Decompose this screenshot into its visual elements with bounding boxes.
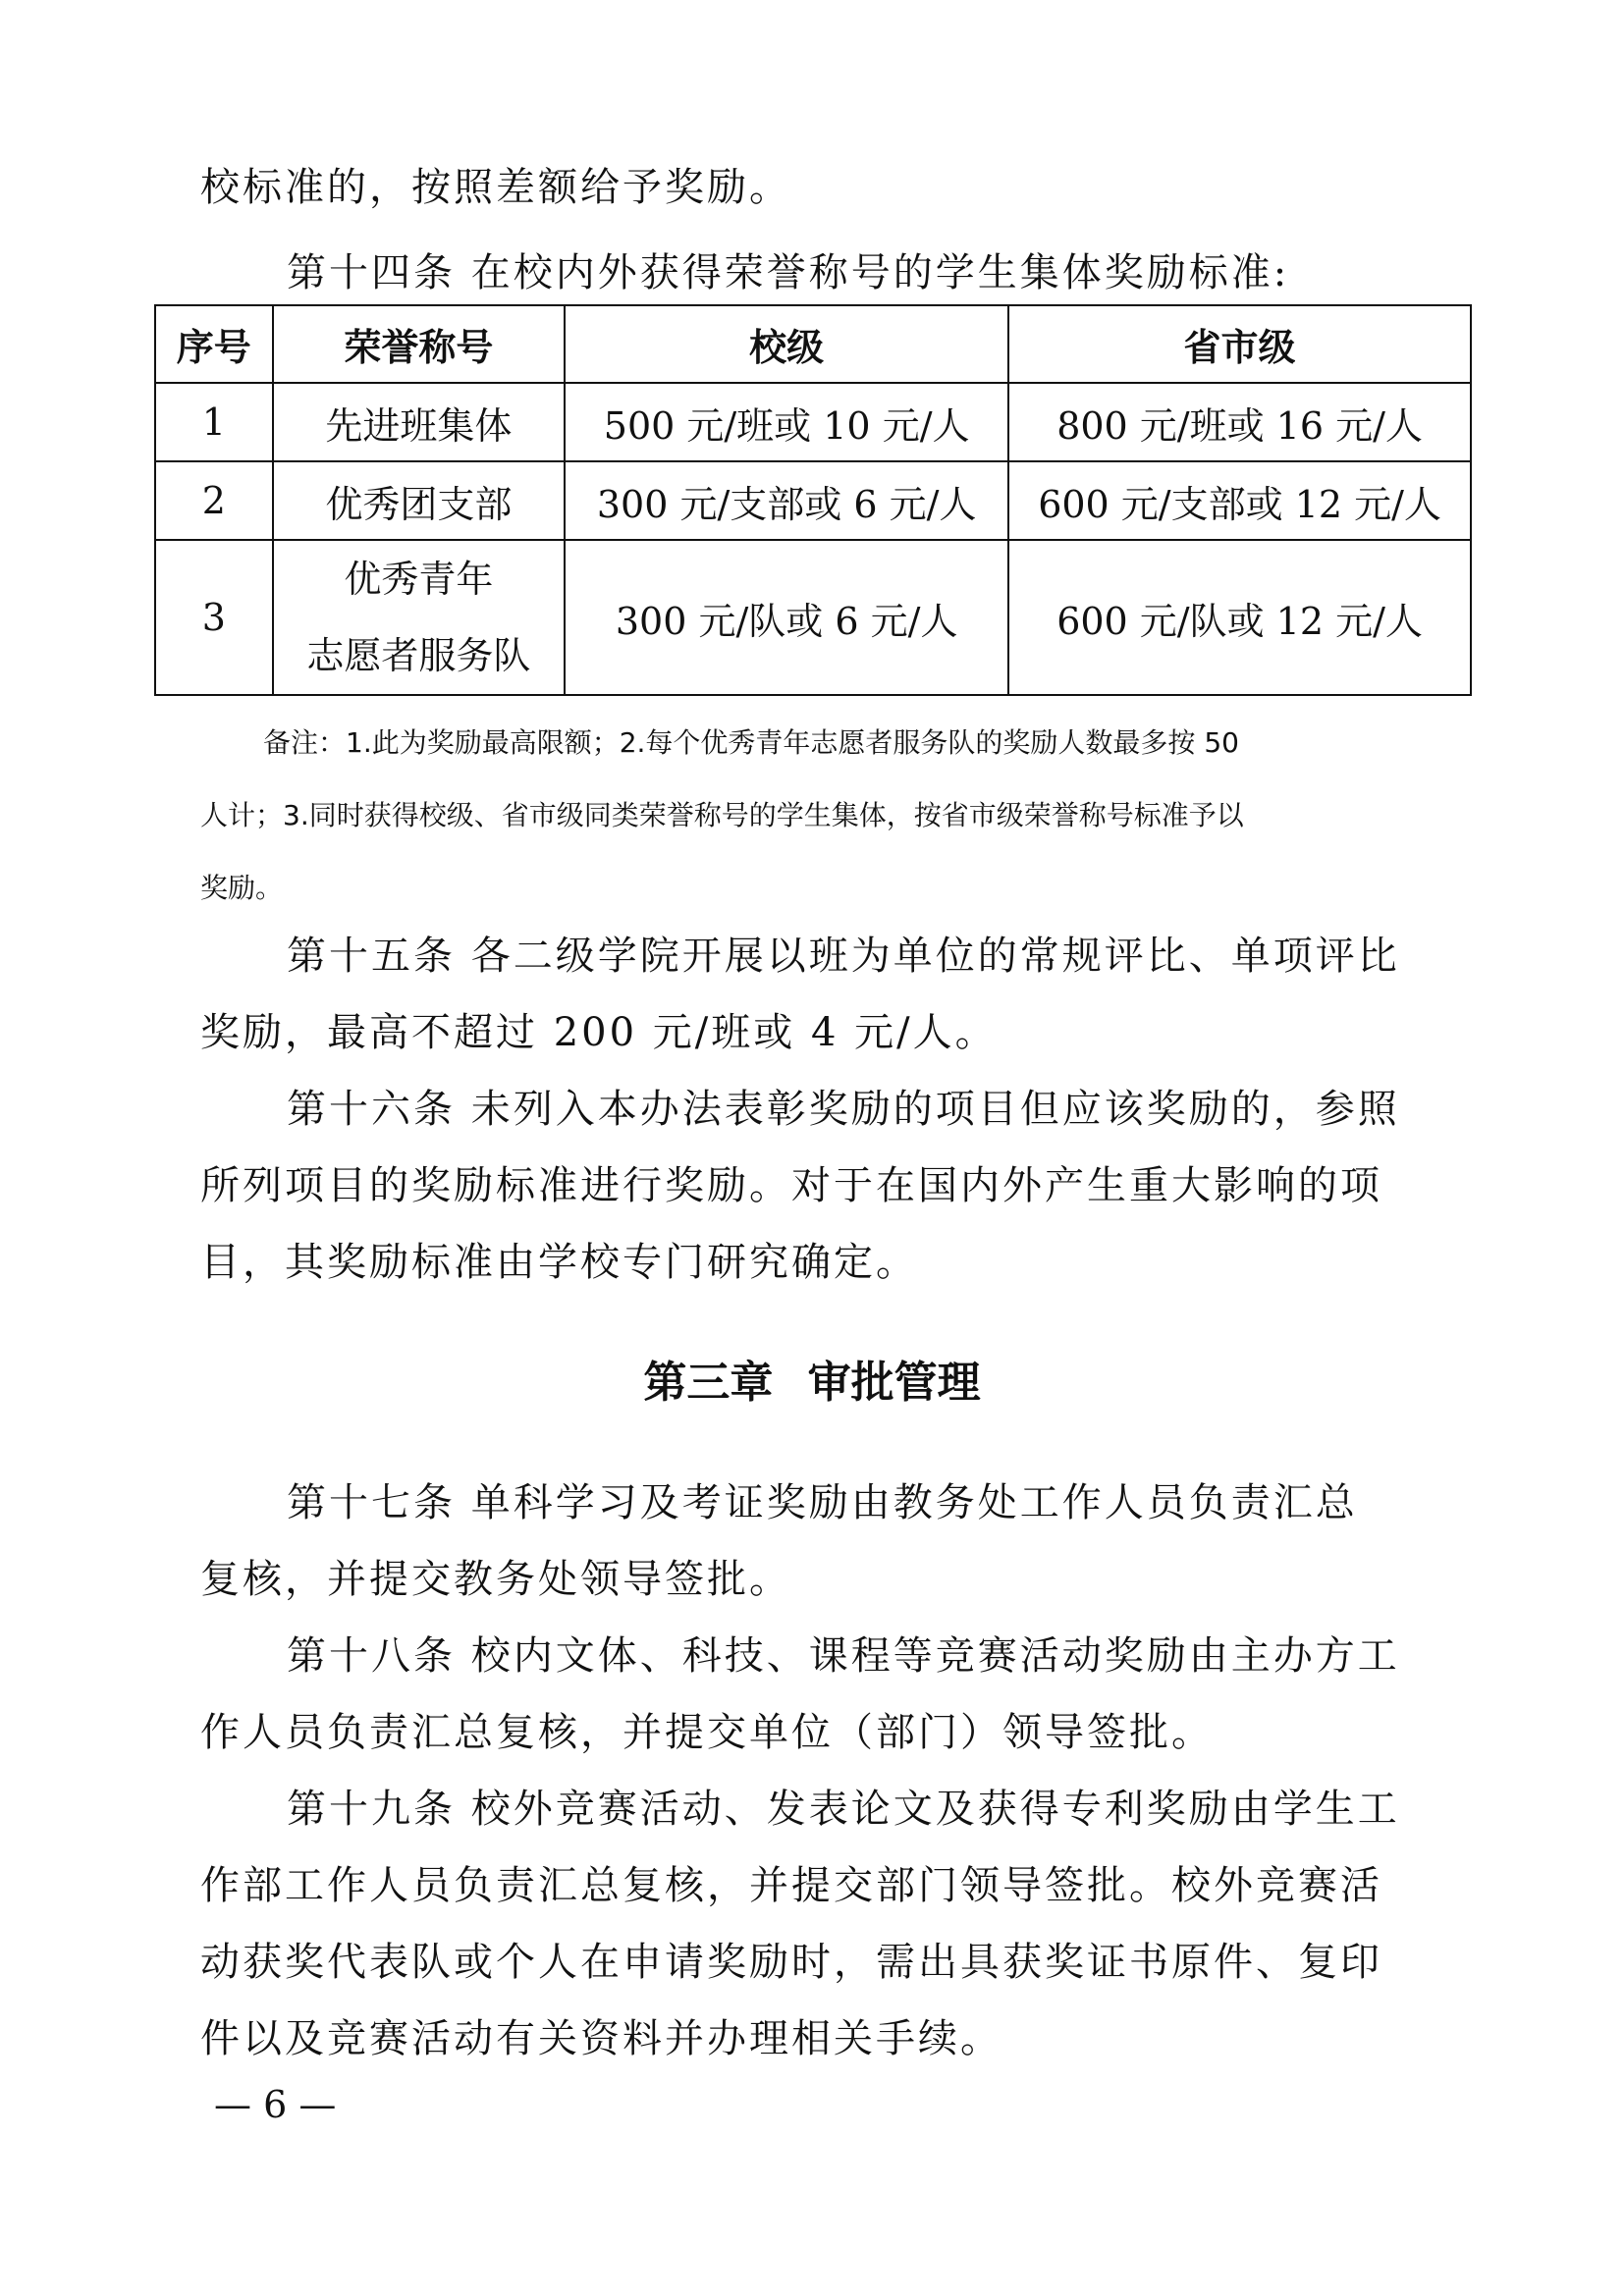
cell-honor-title: 优秀团支部 [273,461,566,540]
award-standards-table [154,304,1472,696]
article-15-line: 第十五条 各二级学院开展以班为单位的常规评比、单项评比 [287,934,1400,979]
cell-honor-title: 先进班集体 [273,383,566,461]
table-row [155,383,1471,461]
chapter-title: 第三章 审批管理 [643,1358,981,1408]
article-18-line: 第十八条 校内文体、科技、课程等竞赛活动奖励由主办方工 [287,1633,1400,1679]
cell-province-level: 600 元/支部或 12 元/人 [1008,461,1471,540]
article-19-line: 作部工作人员负责汇总复核，并提交部门领导签批。校外竞赛活 [200,1863,1382,1908]
article-17-line: 复核，并提交教务处领导签批。 [200,1557,791,1602]
article-15-line: 奖励，最高不超过 200 元/班或 4 元/人。 [200,1010,998,1055]
table-note-line: 奖励。 [200,872,284,904]
cell-school-level: 300 元/支部或 6 元/人 [565,461,1008,540]
cell-province-level: 800 元/班或 16 元/人 [1008,383,1471,461]
table-header-row [155,305,1471,383]
article-17-line: 第十七条 单科学习及考证奖励由教务处工作人员负责汇总 [287,1480,1358,1525]
cell-province-level: 600 元/队或 12 元/人 [1008,540,1471,695]
article-18-line: 作人员负责汇总复核，并提交单位（部门）领导签批。 [200,1710,1214,1755]
table-note-line: 人计；3.同时获得校级、省市级同类荣誉称号的学生集体，按省市级荣誉称号标准予以 [200,799,1244,831]
header-school-level: 校级 [565,305,1008,383]
article-19-line: 件以及竞赛活动有关资料并办理相关手续。 [200,2016,1002,2061]
table-row [155,540,1471,695]
paragraph-line: 校标准的，按照差额给予奖励。 [200,165,791,210]
article-16-line: 所列项目的奖励标准进行奖励。对于在国内外产生重大影响的项 [200,1163,1382,1208]
page-number: — 6 — [214,2083,337,2126]
article-16-line: 第十六条 未列入本办法表彰奖励的项目但应该奖励的，参照 [287,1087,1400,1132]
header-honor-title: 荣誉称号 [273,305,566,383]
honor-title-line: 优秀青年 [344,558,494,601]
article-19-line: 第十九条 校外竞赛活动、发表论文及获得专利奖励由学生工 [287,1787,1400,1832]
cell-number: 1 [155,383,273,461]
cell-number: 2 [155,461,273,540]
header-number: 序号 [155,305,273,383]
cell-number: 3 [155,540,273,695]
article-16-line: 目，其奖励标准由学校专门研究确定。 [200,1240,918,1285]
cell-school-level: 500 元/班或 10 元/人 [565,383,1008,461]
honor-title-line: 志愿者服务队 [306,634,531,677]
cell-school-level: 300 元/队或 6 元/人 [565,540,1008,695]
table-note-line: 备注：1.此为奖励最高限额；2.每个优秀青年志愿者服务队的奖励人数最多按 50 [263,726,1239,759]
table-row [155,461,1471,540]
article-19-line: 动获奖代表队或个人在申请奖励时，需出具获奖证书原件、复印 [200,1940,1382,1985]
article-14-heading: 第十四条 在校内外获得荣誉称号的学生集体奖励标准: [287,250,1290,295]
header-province-level: 省市级 [1008,305,1471,383]
cell-honor-title [273,540,566,695]
